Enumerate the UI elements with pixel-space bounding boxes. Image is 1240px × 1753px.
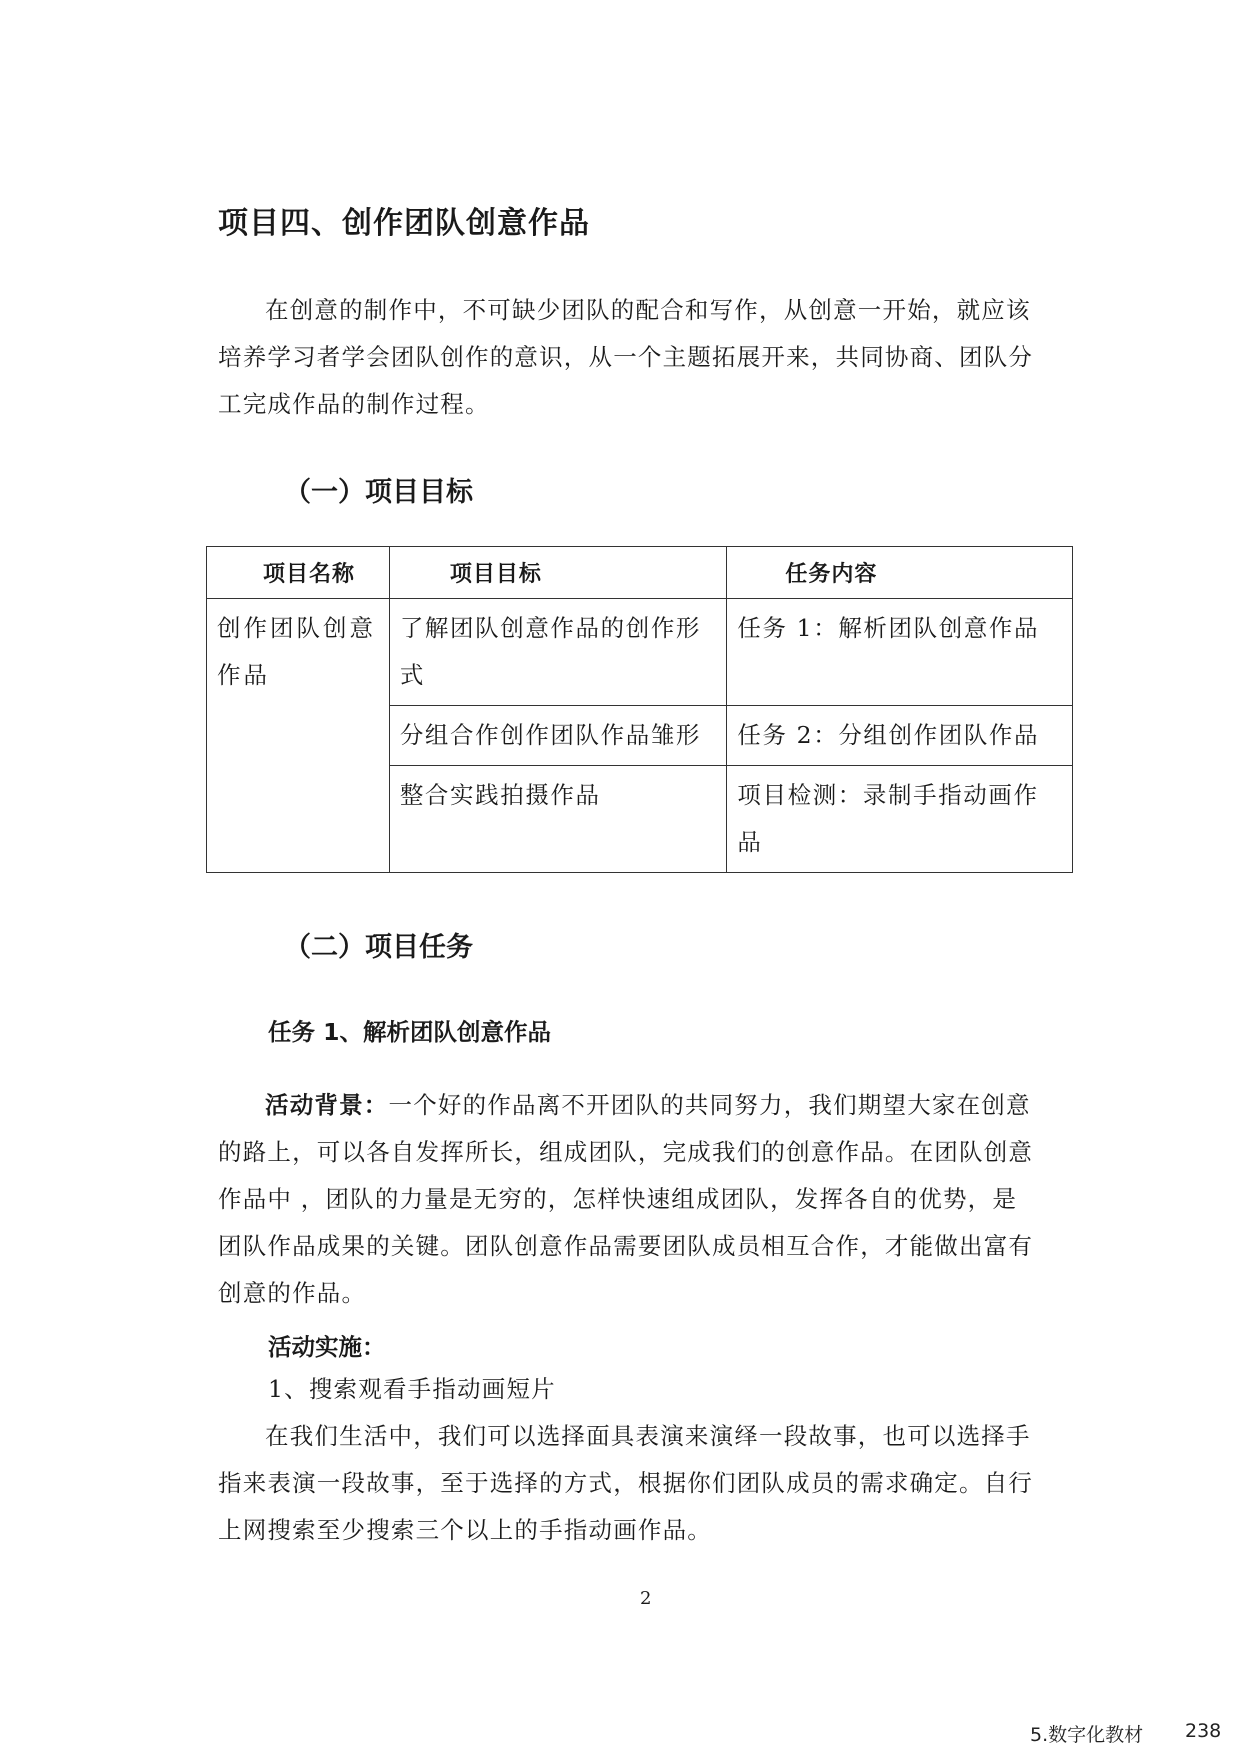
background-text: 一个好的作品离不开团队的共同努力，我们期望大家在创意的路上，可以各自发挥所长，组成团队，完成我们的创意作品。在团队创意作品中 ，团队的力量是无穷的，怎样快速组成团队，发挥各自的优势，是团队作品成果的关键。团队创意作品需要团队成员相互合作，才能做出富有创意的作品。: [218, 1091, 1034, 1307]
task1-heading: 任务 1、解析团队创意作品: [268, 1018, 552, 1046]
section-heading-goals: （一）项目目标: [284, 477, 473, 508]
footer-label: 5.数字化教材: [1030, 1724, 1144, 1746]
goal-cell: 了解团队创意作品的创作形式: [389, 599, 727, 706]
implementation-label: 活动实施：: [268, 1333, 386, 1361]
background-label: 活动背景：: [265, 1091, 389, 1119]
step1-title: 1、搜索观看手指动画短片: [268, 1375, 556, 1403]
activity-background-paragraph: [218, 1082, 1038, 1317]
goal-cell: 分组合作创作团队作品雏形: [389, 706, 727, 766]
task-cell: 项目检测：录制手指动画作品: [727, 766, 1073, 873]
section-heading-tasks: （二）项目任务: [284, 932, 473, 963]
project-goals-table: [206, 546, 1073, 873]
step1-paragraph: 在我们生活中，我们可以选择面具表演来演绎一段故事，也可以选择手指来表演一段故事，至于选择的方式，根据你们团队成员的需求确定。自行上网搜索至少搜索三个以上的手指动画作品。: [218, 1422, 1034, 1544]
page-number: 2: [640, 1588, 652, 1609]
goal-cell: 整合实践拍摄作品: [389, 766, 727, 873]
header-project-name: 项目名称: [207, 547, 390, 599]
page-title: 项目四、创作团队创意作品: [218, 206, 590, 241]
table-row: [207, 599, 1073, 706]
footer-page: 238: [1185, 1720, 1222, 1742]
project-name-cell: 创作团队创意作品: [207, 599, 390, 873]
task-cell: 任务 2：分组创作团队作品: [727, 706, 1073, 766]
header-project-goal: 项目目标: [389, 547, 727, 599]
intro-paragraph: 在创意的制作中，不可缺少团队的配合和写作，从创意一开始，就应该培养学习者学会团队创作的意识，从一个主题拓展开来，共同协商、团队分工完成作品的制作过程。: [218, 296, 1034, 418]
header-task-content: 任务内容: [727, 547, 1073, 599]
task-cell: 任务 1：解析团队创意作品: [727, 599, 1073, 706]
table-header-row: [207, 547, 1073, 599]
